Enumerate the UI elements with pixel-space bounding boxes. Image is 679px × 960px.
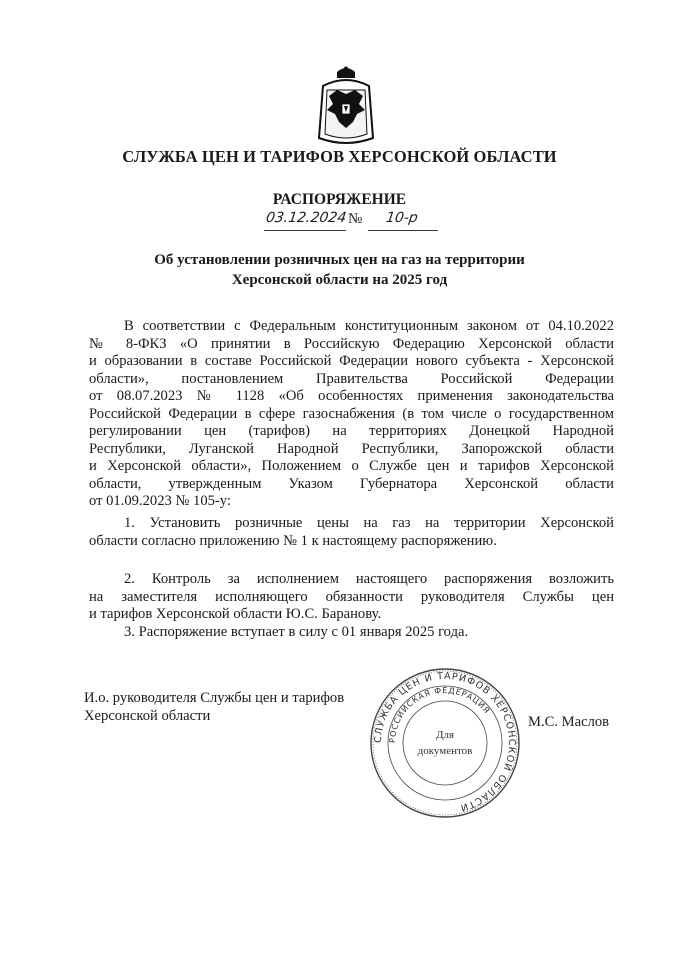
signer-name: М.С. Маслов [528,714,610,730]
signer-position-line-2: Херсонской области [84,708,211,724]
clause-3 [89,624,614,642]
preamble-paragraph [89,318,614,511]
subject-line-2: Херсонской области на 2025 год [231,272,448,288]
preamble-line: регулировании цен (тарифов) на территориях Донецкой Народной [89,423,614,439]
signer-position [84,689,344,725]
number-sign: № [348,211,363,227]
preamble-line: от 01.09.2023 № 105-у: [89,493,231,509]
date-underline [264,230,346,231]
preamble-line: области, утвержденным Указом Губернатора Херсонской области [89,475,614,492]
clause-line: 2. Контроль за исполнением настоящего распоряжения возложить [124,571,614,587]
preamble-line: области», постановлением Правительства Российской Федерации [89,370,614,387]
preamble-line: и образовании в составе Российской Федерации нового субъекта - Херсонской [89,353,614,369]
number-underline [368,230,438,231]
subject-line-1: Об установлении розничных цен на газ на территории [154,252,525,268]
clause-line: и тарифов Херсонской области Ю.С. Баранову. [89,606,382,622]
clause-line: 1. Установить розничные цены на газ на территории Херсонской [124,515,614,531]
official-stamp [368,666,522,820]
clause-1 [89,515,614,550]
preamble-line: и Херсонской области», Положением о Службе цен и тарифов Херсонской [89,458,614,474]
signer-position-line-1: И.о. руководителя Службы цен и тарифов [84,690,345,706]
clause-2 [89,571,614,624]
preamble-line: Российской Федерации в сфере газоснабжения (в том числе о государственном [89,405,614,422]
clause-line: на заместителя исполняющего обязанности руководителя Службы цен [89,588,614,605]
stamp-center-line-1: Для [435,729,455,741]
agency-title: СЛУЖБА ЦЕН И ТАРИФОВ ХЕРСОНСКОЙ ОБЛАСТИ [122,147,557,166]
document-type: РАСПОРЯЖЕНИЕ [272,191,407,208]
preamble-line: В соответствии с Федеральным конституционным законом от 04.10.2022 [124,318,614,334]
clause-line: 3. Распоряжение вступает в силу с 01 января 2025 года. [124,624,469,640]
preamble-line: Республики, Луганской Народной Республики, Запорожской области [89,440,614,457]
handwritten-date: 03.12.2024 [264,210,348,226]
stamp-inner-text: РОССИЙСКАЯ ФЕДЕРАЦИЯ [387,685,492,744]
stamp-outer-text: СЛУЖБА ЦЕН И ТАРИФОВ ХЕРСОНСКОЙ ОБЛАСТИ [372,670,518,814]
handwritten-number: 10-р [384,210,419,226]
preamble-line: от 08.07.2023 № 1128 «Об особенностях применения законодательства [89,388,614,404]
coat-of-arms-icon [315,66,377,146]
stamp-center-line-2: документов [417,745,473,757]
document-subject [0,250,679,290]
preamble-line: № 8-ФКЗ «О принятии в Российскую Федерацию Херсонской области [89,335,614,352]
clause-line: области согласно приложению № 1 к настоящему распоряжению. [89,532,497,549]
